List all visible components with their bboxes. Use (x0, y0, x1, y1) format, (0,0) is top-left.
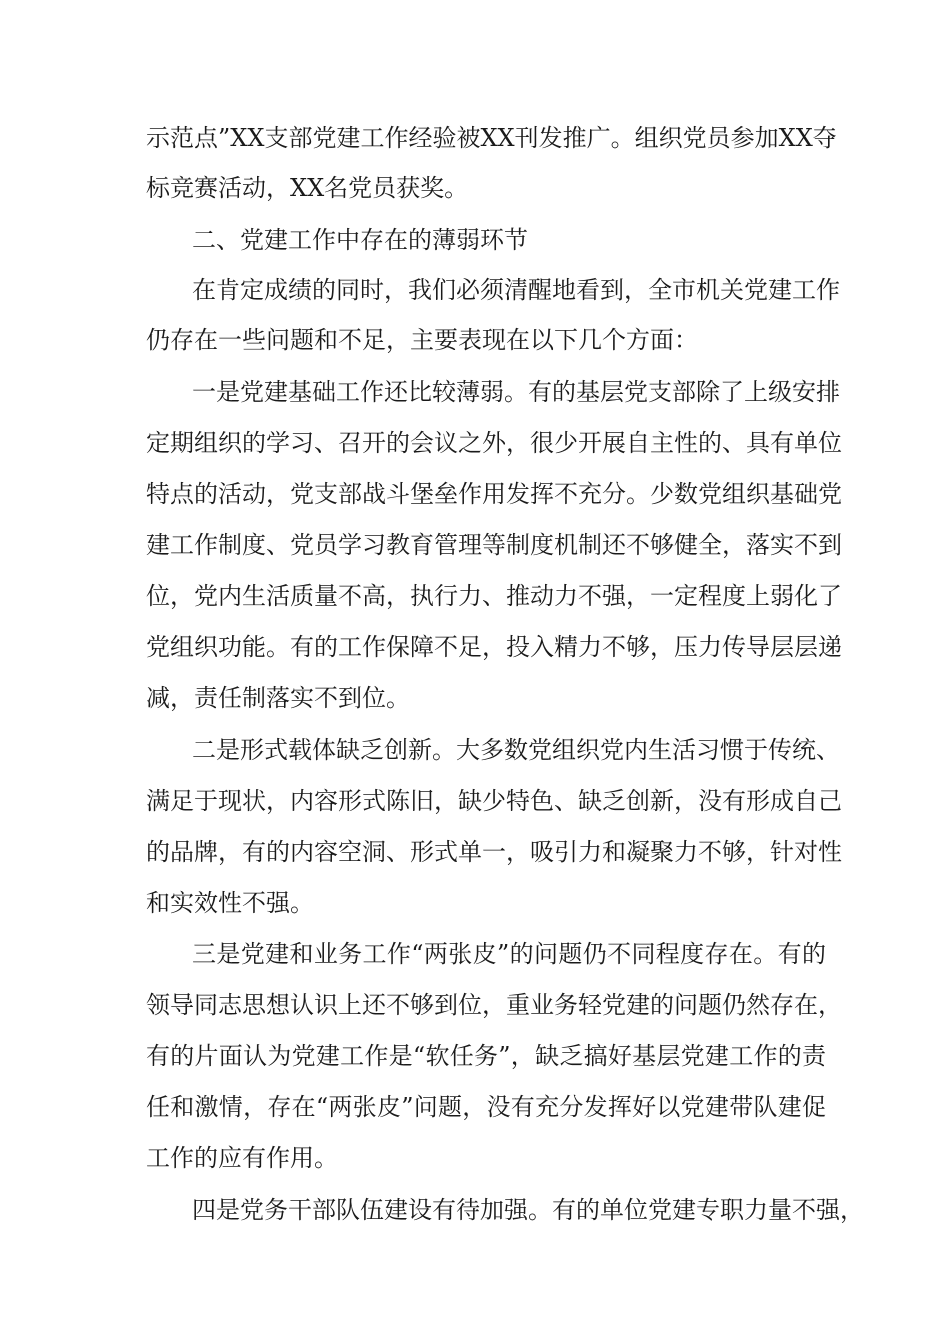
text-line: 任和激情，存在“两张皮”问题，没有充分发挥好以党建带队建促 (146, 1093, 826, 1121)
text-line: 三是党建和业务工作“两张皮”的问题仍不同程度存在。有的 (192, 940, 826, 968)
text-line: 和实效性不强。 (146, 889, 314, 917)
text-line: 二是形式载体缺乏创新。大多数党组织党内生活习惯于传统、 (192, 736, 840, 764)
section-heading: 二、党建工作中存在的薄弱环节 (192, 226, 528, 254)
text-line: 的品牌，有的内容空洞、形式单一，吸引力和凝聚力不够，针对性 (146, 838, 842, 866)
text-line: 四是党务干部队伍建设有待加强。有的单位党建专职力量不强， (192, 1196, 864, 1224)
text-line: 一是党建基础工作还比较薄弱。有的基层党支部除了上级安排 (192, 378, 840, 406)
text-line: 标竞赛活动，XX名党员获奖。 (146, 174, 469, 202)
text-line: 仍存在一些问题和不足，主要表现在以下几个方面： (146, 326, 698, 354)
text-line: 建工作制度、党员学习教育管理等制度机制还不够健全，落实不到 (146, 531, 842, 559)
text-line: 特点的活动，党支部战斗堡垒作用发挥不充分。少数党组织基础党 (146, 480, 842, 508)
text-line: 领导同志思想认识上还不够到位，重业务轻党建的问题仍然存在， (146, 991, 842, 1019)
text-line: 满足于现状，内容形式陈旧，缺少特色、缺乏创新，没有形成自己 (146, 787, 842, 815)
text-line: 示范点”XX支部党建工作经验被XX刊发推广。组织党员参加XX夺 (146, 124, 837, 152)
text-line: 减，责任制落实不到位。 (146, 684, 410, 712)
text-line: 有的片面认为党建工作是“软任务”，缺乏搞好基层党建工作的责 (146, 1042, 826, 1070)
text-line: 党组织功能。有的工作保障不足，投入精力不够，压力传导层层递 (146, 633, 842, 661)
text-line: 定期组织的学习、召开的会议之外，很少开展自主性的、具有单位 (146, 429, 842, 457)
text-line: 在肯定成绩的同时，我们必须清醒地看到，全市机关党建工作 (192, 276, 840, 304)
text-line: 工作的应有作用。 (146, 1144, 338, 1172)
text-line: 位，党内生活质量不高，执行力、推动力不强，一定程度上弱化了 (146, 582, 842, 610)
